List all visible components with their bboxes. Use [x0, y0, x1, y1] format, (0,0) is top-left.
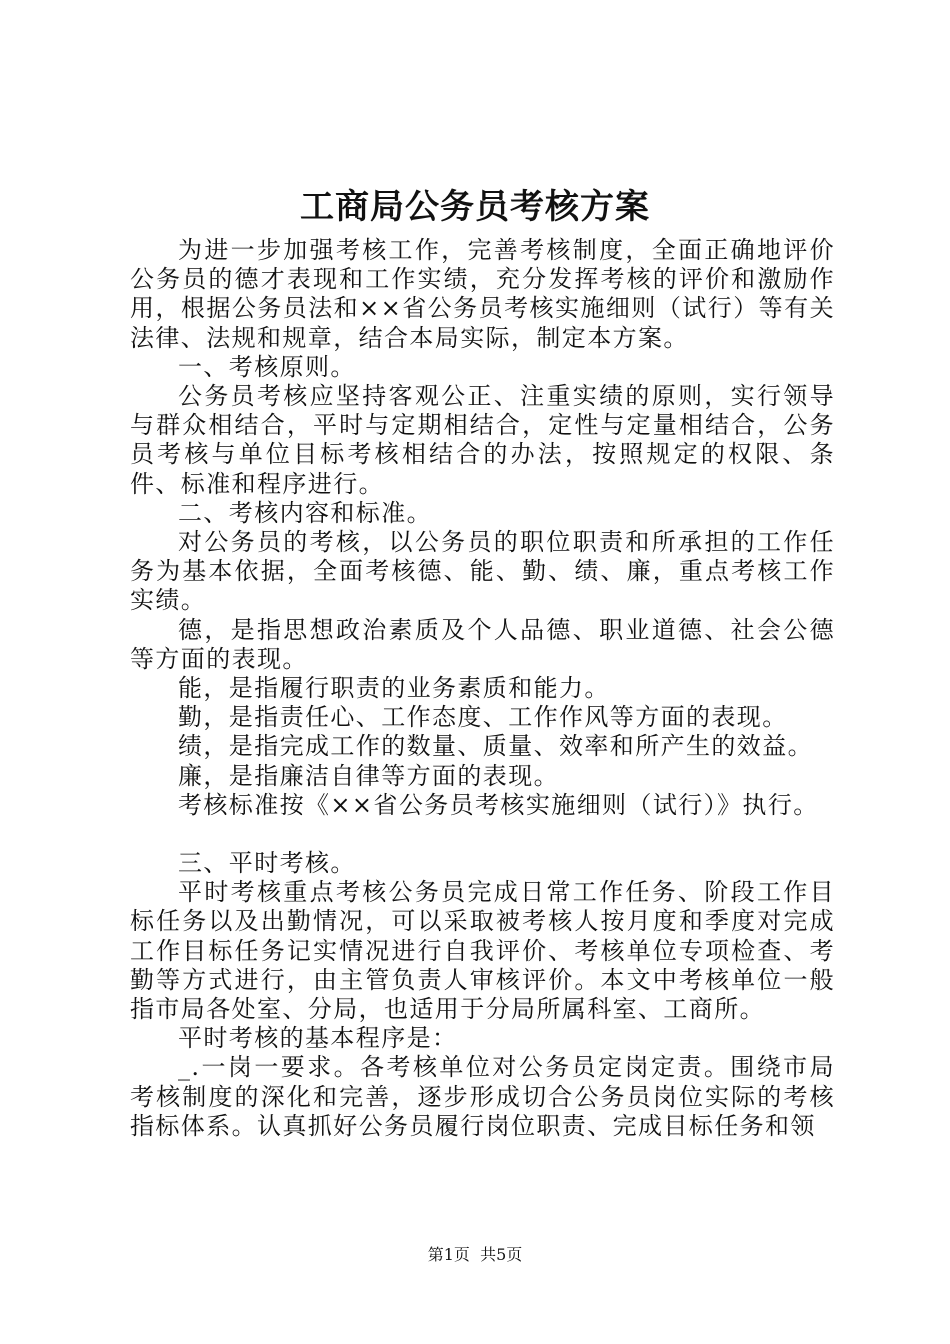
- section-heading-principles: 一、考核原则。: [178, 352, 356, 381]
- document-body: [130, 236, 835, 1141]
- document-title: 工商局公务员考核方案: [300, 187, 650, 227]
- standard-paragraph: 考核标准按《××省公务员考核实施细则（试行）》执行。: [178, 790, 819, 819]
- content-paragraph: 对公务员的考核，以公务员的职位职责和所承担的工作任务为基本依据，全面考核德、能、勤、绩、廉，重点考核工作实绩。: [130, 528, 835, 615]
- performance-paragraph: 绩，是指完成工作的数量、质量、效率和所产生的效益。: [178, 732, 813, 761]
- procedure-intro-paragraph: 平时考核的基本程序是：: [178, 1024, 458, 1053]
- ability-paragraph: 能，是指履行职责的业务素质和能力。: [178, 674, 610, 703]
- intro-paragraph: 为进一步加强考核工作，完善考核制度，全面正确地评价公务员的德才表现和工作实绩，充分发挥考核的评价和激励作用，根据公务员法和××省公务员考核实施细则（试行）等有关法律、法规和规章，结合本局实际，制定本方案。: [130, 236, 835, 352]
- principles-paragraph: 公务员考核应坚持客观公正、注重实绩的原则，实行领导与群众相结合，平时与定期相结合，定性与定量相结合，公务员考核与单位目标考核相结合的办法，按照规定的权限、条件、标准和程序进行。: [130, 382, 835, 498]
- page-number-footer: 第1页 共5页: [427, 1245, 523, 1264]
- section-heading-content: 二、考核内容和标准。: [178, 498, 432, 527]
- section-heading-routine: 三、平时考核。: [178, 849, 356, 878]
- diligence-paragraph: 勤，是指责任心、工作态度、工作作风等方面的表现。: [178, 703, 788, 732]
- routine-paragraph: 平时考核重点考核公务员完成日常工作任务、阶段工作目标任务以及出勤情况，可以采取被考核人按月度和季度对完成工作目标任务记实情况进行自我评价、考核单位专项检查、考勤等方式进行，由主管负责人审核评价。本文中考核单位一般指市局各处室、分局，也适用于分局所属科室、工商所。: [130, 878, 835, 1024]
- integrity-paragraph: 廉，是指廉洁自律等方面的表现。: [178, 761, 559, 790]
- procedure-step-paragraph: _.一岗一要求。各考核单位对公务员定岗定责。围绕市局考核制度的深化和完善，逐步形成切合公务员岗位实际的考核指标体系。认真抓好公务员履行岗位职责、完成目标任务和领: [130, 1053, 835, 1140]
- virtue-paragraph: 德，是指思想政治素质及个人品德、职业道德、社会公德等方面的表现。: [130, 615, 835, 673]
